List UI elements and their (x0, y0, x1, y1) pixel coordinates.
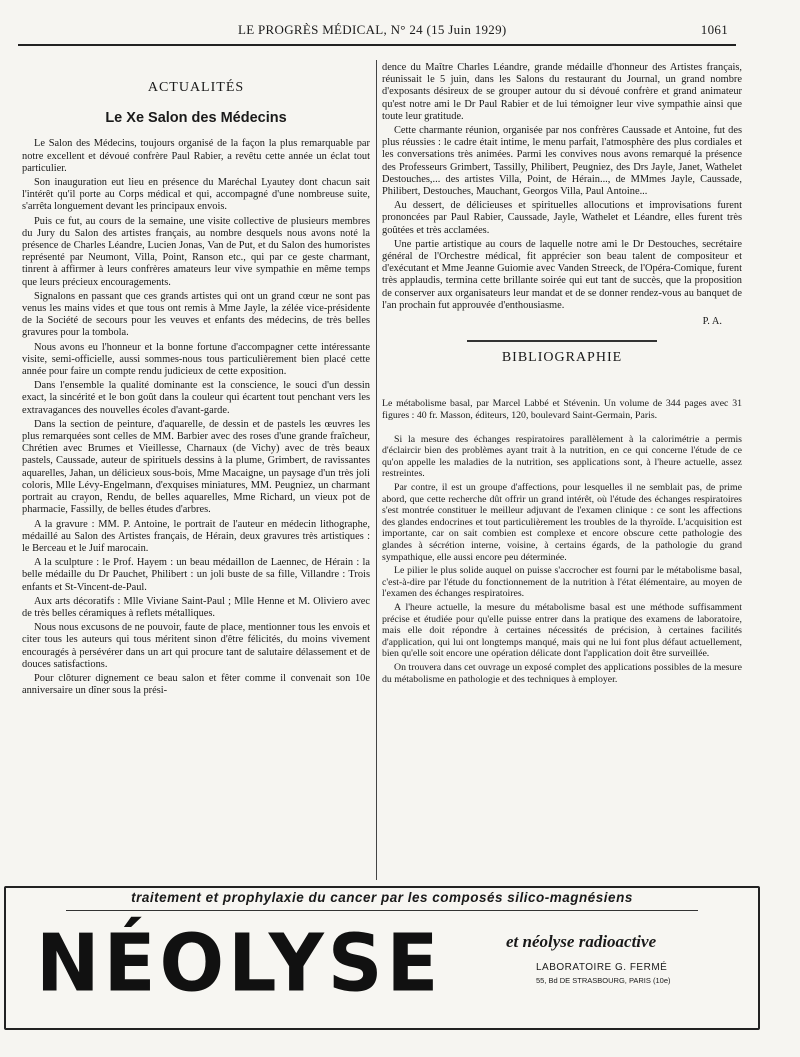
article-paragraph: Au dessert, de délicieuses et spirituelles allocutions et improvisations furent prononcées par Paul Rabier, Caussade, Jayle, Wathelet et Léandre, elles furent très goûtées et très acclamées. (382, 200, 742, 236)
review-paragraph: On trouvera dans cet ouvrage un exposé complet des applications possibles de la mesure du métabolisme en pathologie et des techniques à employer. (382, 661, 742, 685)
section-title: ACTUALITÉS (147, 80, 245, 95)
article-paragraph: A la gravure : MM. P. Antoine, le portrait de l'auteur en médecin lithographe, médaillé au Salon des Artistes français, de Hérain, deux gravures très artistiques : le Berceau et le Juif marocain. (22, 518, 370, 554)
page-number: 1061 (700, 22, 728, 37)
left-column (22, 60, 370, 699)
ad-tagline: traitement et prophylaxie du cancer par les composés silico-magnésiens (131, 890, 633, 905)
ad-laboratory: LABORATOIRE G. FERMÉ (536, 962, 668, 973)
article-paragraph: Dans la section de peinture, d'aquarelle, de dessin et de pastels les œuvres les plus remarquées sont celles de MM. Barbier avec des roses d'une grande fraîcheur, Chrétien avec Brumes et Vieillesse, Charnaux (de Vichy) avec de très beaux pastels, Caussade, auteur de spirituels dessins à la plume, Grimbert, de ravissantes aquarelles, Jahan, un délicieux sous-bois, Mme Macaigne, un paysage d'un très joli coloris, Mlle Lévy-Engelmann, d'exquises miniatures, MM. Peugniez, un charmant portrait au crayon, Rendu, de belles aquarelles, Mme Richard, un vieux pot de pharmacie, Fassilly, de belles études d'arbres. (22, 418, 370, 516)
bibliography-reference: Le métabolisme basal, par Marcel Labbé et Stévenin. Un volume de 344 pages avec 31 figures : 40 fr. Masson, éditeurs, 120, boulevard Saint-Germain, Paris. (382, 398, 742, 422)
review-paragraph: Le pilier le plus solide auquel on puisse s'accrocher est fourni par le métabolisme basal, c'est-à-dire par l'étude du fonctionnement de la nutrition à l'état élémentaire, au moyen de l'examen des échanges respiratoires. (382, 565, 742, 600)
column-divider (376, 60, 377, 880)
right-column (382, 62, 742, 687)
section-rule (467, 340, 657, 342)
advertisement (4, 886, 760, 1030)
article-paragraph: Son inauguration eut lieu en présence du Maréchal Lyautey dont chacun sait l'intérêt qu'il porte au Corps médical et qui, accompagné d'une nombreuse suite, s'arrêta longuement devant les principaux envois. (22, 177, 370, 213)
article-paragraph: Signalons en passant que ces grands artistes qui ont un grand cœur ne sont pas venus les mains vides et que tous ont remis à Mme Jayle, la zélée vice-présidente de la Société de secours pour les veuves et enfants des médecins, de très belles gravures pour la tombola. (22, 290, 370, 339)
article-paragraph: Aux arts décoratifs : Mlle Viviane Saint-Paul ; Mlle Henne et M. Oliviero avec de très belles céramiques à reflets métalliques. (22, 595, 370, 619)
article-paragraph: Nous nous excusons de ne pouvoir, faute de place, mentionner tous les envois et citer tous les auteurs qui tous méritent sinon d'être félicités, du moins vivement encouragés à persévérer dans un art qui procure tant de salutaire délassement et de douces satisfactions. (22, 622, 370, 670)
article-signature: P. A. (702, 316, 722, 328)
article-paragraph: A la sculpture : le Prof. Hayem : un beau médaillon de Laennec, de Hérain : la belle médaille du Dr Pauchet, Philibert : un joli buste de sa fille, Villandre : Trois enfants et St-Vincent-de-Paul. (22, 557, 370, 593)
running-header (18, 18, 736, 46)
ad-rule (66, 910, 698, 911)
journal-title: LE PROGRÈS MÉDICAL, N° 24 (15 Juin 1929) (238, 22, 507, 37)
article-paragraph: Une partie artistique au cours de laquelle notre ami le Dr Destouches, secrétaire général de l'Orchestre médical, fit apprécier son beau talent de compositeur et d'exécutant et Mme Jeanne Guiomie avec Vanden Streeck, de l'Opéra-Comique, furent très applaudis, termina cette brillante soirée qui eut tant de succès, que la proposition de conserver aux organisateurs leur mandat et de se donner rendez-vous au banquet de l'an prochain fut approuvée d'enthousiasme. (382, 238, 742, 311)
ad-brand-logo: NÉOLYSE (36, 915, 443, 1010)
article-paragraph: Pour clôturer dignement ce beau salon et fêter comme il convenait son 10e anniversaire un dîner sous la prési- (22, 672, 370, 697)
review-paragraph: Par contre, il est un groupe d'affections, pour lesquelles il ne semblait pas, de prime abord, que cette recherche dût offrir un grand intérêt, où l'étude des échanges respiratoires s'est montrée constituer le meilleur adjuvant de l'examen clinique : ce sont les affections des glandes endocrines et tout particulièrement les troubles de la thyroïde. L'acquisition est importante, car on sait combien est complexe et encore obscure cette pathologie des glandes à sécrétion interne, voisine, à certains égards, de la pathologie du grand sympathique, elle aussi encore peu déterminée. (382, 482, 742, 563)
bibliography-title: BIBLIOGRAPHIE (501, 350, 623, 366)
article-paragraph: Nous avons eu l'honneur et la bonne fortune d'accompagner cette intéressante visite, semi-officielle, aussi sommes-nous tous particulièrement bien placé cette année pour faire un compte rendu judicieux de cette exposition. (22, 341, 370, 378)
article-title: Le Xe Salon des Médecins (105, 110, 287, 127)
review-paragraph: A l'heure actuelle, la mesure du métabolisme basal est une méthode suffisamment précise et étudiée pour qu'elle puisse entrer dans la pratique des examens de laboratoire, mais elle doit répondre à certaines nécessités de précision, à certaines facilités d'application, qui lui ont longtemps manqué, mais qui ne lui font plus défaut actuellement, bien qu'elle soit encore une opération délicate dont l'application doit être surveillée. (382, 601, 742, 660)
ad-subtitle: et néolyse radioactive (506, 932, 657, 951)
article-paragraph: dence du Maître Charles Léandre, grande médaille d'honneur des Artistes français, réunissait le 5 juin, dans les Salons du restaurant du Journal, un grand nombre d'exposants désireux de se grouper autour du si dévoué confrère et grand animateur qu'est notre ami le Dr Paul Rabier et de lui témoigner leur vive sympathie ainsi que toute leur gratitude. (382, 62, 742, 122)
ad-address: 55, Bd DE STRASBOURG, PARIS (10e) (536, 976, 671, 985)
article-paragraph: Dans l'ensemble la qualité dominante est la conscience, le souci d'un dessin exact, la sincérité et le bon goût dans la couleur qui écartent tout penchant vers les extravagances des nouvelles écoles d'avant-garde. (22, 380, 370, 416)
review-paragraph: Si la mesure des échanges respiratoires parallèlement à la calorimétrie a permis d'éclaircir bien des problèmes ayant trait à la nutrition, en ce qui concerne l'étude de ce qu'on appelle les maladies de la nutrition, ses applications sont, à l'heure actuelle, assez restreintes. (382, 433, 742, 480)
article-paragraph: Puis ce fut, au cours de la semaine, une visite collective de plusieurs membres du Jury du Salon des artistes français, au nombre desquels nous avons noté la présence de Charles Léandre, Lucien Jonas, Van de Put, et du Salon des humoristes représenté par Neumont, Villa, Point, Ranson etc., qui par ce geste charmant, tinrent à affirmer à leurs confrères amateurs leur vive sympathie en même temps que leurs précieux encouragements. (22, 215, 370, 288)
article-paragraph: Cette charmante réunion, organisée par nos confrères Caussade et Antoine, fut des plus réussies : le cadre était intime, le menu parfait, l'atmosphère des plus cordiales et les conversations très animées. Parmi les convives nous avons remarqué la présence des Professeurs Grimbert, Tassilly, Philibert, Peugniez, des Drs Jayle, Janet, Wathelet Destouches,... des artistes Villa, Point, de Hérain..., de MMmes Jayle, Caussade, Philibert, Destouches, Mauchant, Georgos Villa, Paul Antoine... (382, 125, 742, 198)
article-paragraph: Le Salon des Médecins, toujours organisé de la façon la plus remarquable par notre excellent et dévoué confrère Paul Rabier, a revêtu cette année un éclat tout particulier. (22, 138, 370, 174)
